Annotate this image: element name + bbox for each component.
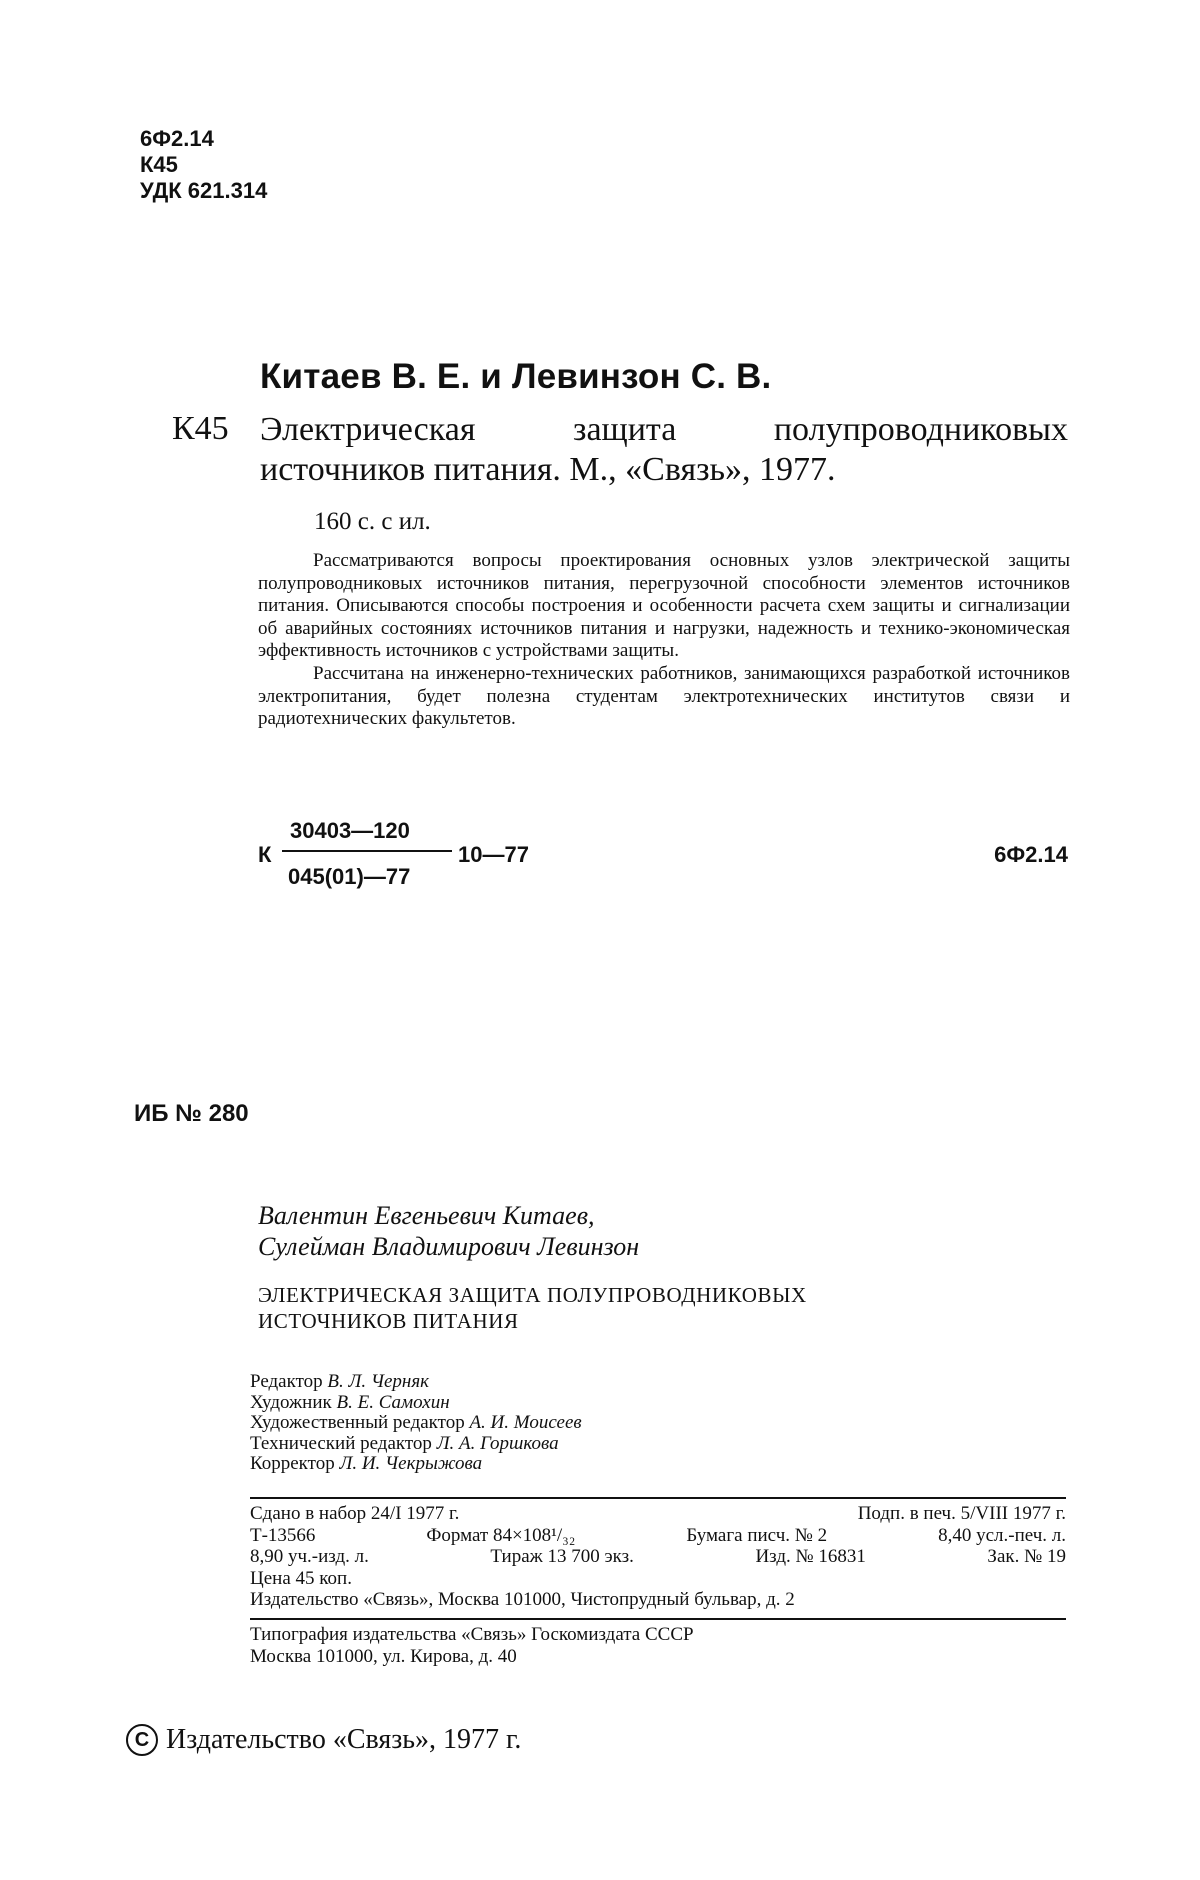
divider (250, 1618, 1066, 1620)
spec-item: Т-13566 (250, 1524, 316, 1546)
staff-role: Художественный редактор (250, 1412, 465, 1433)
spec-item: Формат 84×108¹/₃₂ (426, 1524, 576, 1546)
entry-title (260, 410, 1068, 490)
imprint-authors (258, 1200, 639, 1262)
spec-item: 8,40 усл.-печ. л. (938, 1524, 1066, 1546)
entry-title-word: защита (573, 411, 677, 448)
print-specs (250, 1503, 1066, 1611)
imprint-author: Сулейман Владимирович Левинзон (258, 1232, 640, 1261)
staff-row (250, 1413, 582, 1434)
classification-block (140, 126, 267, 204)
staff-name: Л. И. Чекрыжова (339, 1453, 483, 1474)
annotation (258, 550, 1070, 731)
spec-item: Издательство «Связь», Москва 101000, Чистопрудный бульвар, д. 2 (250, 1589, 795, 1610)
copyright-line (126, 1724, 521, 1756)
index-numerator: 30403—120 (290, 818, 410, 843)
entry-authors: Китаев В. Е. и Левинзон С. В. (260, 357, 772, 396)
staff-role: Корректор (250, 1453, 335, 1474)
index-middle: 10—77 (458, 842, 529, 867)
entry-title-word: Электрическая (260, 411, 476, 448)
specs-row (250, 1546, 1066, 1568)
spec-item: Сдано в набор 24/I 1977 г. (250, 1503, 460, 1524)
imprint-author: Валентин Евгеньевич Китаев, (258, 1201, 595, 1230)
entry-title-line2: источников питания. М., «Связь», 1977. (260, 451, 836, 488)
spec-item: Бумага писч. № 2 (686, 1524, 828, 1546)
index-right-code: 6Ф2.14 (994, 842, 1068, 867)
entry-code: К45 (172, 410, 229, 447)
specs-row (250, 1589, 1066, 1611)
printer-line: Типография издательства «Связь» Госкомиздата СССР (250, 1624, 694, 1645)
annotation-paragraph: Рассматриваются вопросы проектирования основных узлов электрической защиты полупроводниковых источников питания, перегрузочной способности элементов источников питания. Описываются способы построения и особенности расчета схем защиты и сигнализации об аварийных состояниях источников питания и нагрузки, надежность и технико-экономическая эффективность источников с устройствами защиты. (258, 550, 1070, 662)
staff-list (250, 1372, 582, 1475)
staff-row (250, 1372, 582, 1393)
staff-role: Редактор (250, 1371, 323, 1392)
staff-row (250, 1434, 582, 1455)
spec-item: Подп. в печ. 5/VIII 1977 г. (857, 1503, 1066, 1524)
spec-item: Цена 45 коп. (250, 1567, 352, 1589)
annotation-paragraph: Рассчитана на инженерно-технических работников, занимающихся разработкой источников электропитания, будет полезна студентам электротехнических институтов связи и радиотехнических факультетов. (258, 662, 1070, 730)
entry-pages: 160 с. с ил. (314, 508, 431, 535)
entry-title-word: полупроводниковых (773, 411, 1068, 448)
author-mark: К45 (140, 152, 178, 177)
staff-name: А. И. Моисеев (469, 1412, 582, 1433)
imprint-title (258, 1282, 807, 1334)
spec-item: Тираж 13 700 экз. (490, 1546, 634, 1567)
spec-item: Изд. № 16831 (755, 1546, 866, 1567)
imprint-title-line: ИСТОЧНИКОВ ПИТАНИЯ (258, 1309, 519, 1333)
bbk-code: 6Ф2.14 (140, 126, 214, 151)
staff-role: Технический редактор (250, 1432, 432, 1454)
printer-info (250, 1624, 694, 1667)
divider (250, 1497, 1066, 1499)
imprint-title-line: ЭЛЕКТРИЧЕСКАЯ ЗАЩИТА ПОЛУПРОВОДНИКОВЫХ (258, 1283, 807, 1307)
copyright-text: Издательство «Связь», 1977 г. (166, 1724, 522, 1755)
specs-row (250, 1568, 1066, 1590)
index-letter: К (258, 842, 272, 867)
copyright-icon: C (126, 1724, 158, 1756)
ib-number: ИБ № 280 (134, 1100, 249, 1127)
fraction-bar (282, 850, 452, 852)
staff-role: Художник (250, 1391, 332, 1413)
staff-row (250, 1454, 582, 1475)
specs-row (250, 1525, 1066, 1547)
staff-name: Л. А. Горшкова (436, 1432, 559, 1454)
staff-row (250, 1393, 582, 1414)
spec-item: 8,90 уч.-изд. л. (250, 1546, 369, 1567)
staff-name: В. Е. Самохин (336, 1391, 450, 1413)
printer-line: Москва 101000, ул. Кирова, д. 40 (250, 1645, 517, 1667)
udc-code: УДК 621.314 (140, 178, 268, 203)
index-denominator: 045(01)—77 (288, 864, 411, 889)
spec-item: Зак. № 19 (987, 1546, 1066, 1567)
staff-name: В. Л. Черняк (327, 1371, 430, 1392)
specs-row (250, 1503, 1066, 1525)
